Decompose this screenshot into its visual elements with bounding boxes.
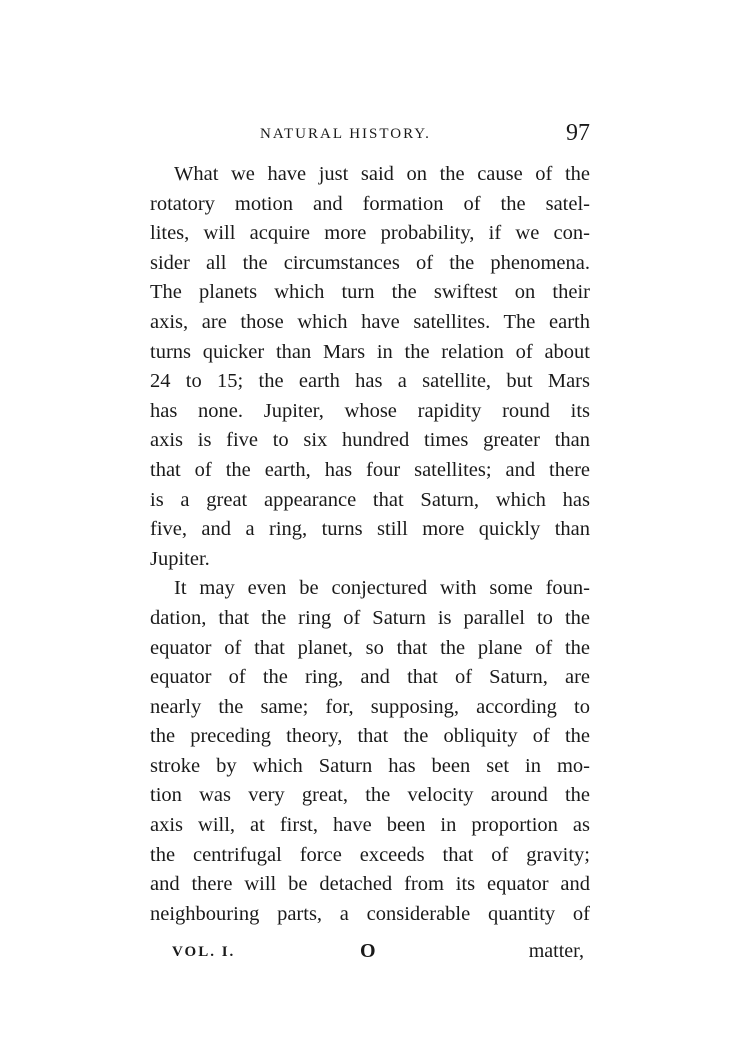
paragraph-2 — [150, 574, 590, 929]
text-line: is a great appearance that Saturn, which has — [150, 488, 590, 511]
running-head — [150, 120, 590, 150]
gathering-mark: O — [360, 940, 376, 962]
catchword: matter, — [528, 940, 584, 962]
text-line: the preceding theory, that the obliquity of the — [150, 725, 590, 748]
text-line: axis will, at first, have been in proportion as — [150, 814, 590, 837]
volume-signature: VOL. I. — [172, 944, 236, 960]
text-line: the centrifugal force exceeds that of gravity; — [150, 843, 590, 866]
text-line: sider all the circumstances of the phenomena. — [150, 251, 590, 274]
paragraph-1 — [150, 160, 590, 574]
text-line: axis, are those which have satellites. The earth — [150, 310, 590, 333]
text-line: What we have just said on the cause of the — [174, 163, 590, 185]
text-line: Jupiter. — [150, 547, 210, 570]
body-text — [150, 160, 590, 929]
text-line: that of the earth, has four satellites; and there — [150, 458, 590, 481]
page-number: 97 — [566, 120, 590, 146]
text-line: rotatory motion and formation of the satel- — [150, 192, 590, 215]
text-line: 24 to 15; the earth has a satellite, but Mars — [150, 370, 590, 393]
text-line: and there will be detached from its equator and — [150, 873, 590, 896]
text-line: equator of that planet, so that the plane of the — [150, 636, 590, 659]
text-line: turns quicker than Mars in the relation of about — [150, 340, 590, 363]
text-line: It may even be conjectured with some foun- — [174, 577, 590, 600]
text-line: equator of the ring, and that of Saturn, are — [150, 666, 590, 689]
text-line: tion was very great, the velocity around the — [150, 784, 590, 807]
text-line: has none. Jupiter, whose rapidity round its — [150, 399, 590, 422]
text-line: nearly the same; for, supposing, according to — [150, 695, 590, 718]
text-line: lites, will acquire more probability, if we con- — [150, 222, 590, 245]
text-line: The planets which turn the swiftest on their — [150, 281, 590, 304]
text-line: neighbouring parts, a considerable quantity of — [150, 902, 590, 925]
running-title: NATURAL HISTORY. — [260, 126, 431, 142]
page-footer — [150, 940, 590, 970]
text-line: axis is five to six hundred times greater than — [150, 429, 590, 452]
text-line: dation, that the ring of Saturn is parallel to the — [150, 606, 590, 629]
text-line: five, and a ring, turns still more quickly than — [150, 518, 590, 541]
text-line: stroke by which Saturn has been set in mo- — [150, 754, 590, 777]
